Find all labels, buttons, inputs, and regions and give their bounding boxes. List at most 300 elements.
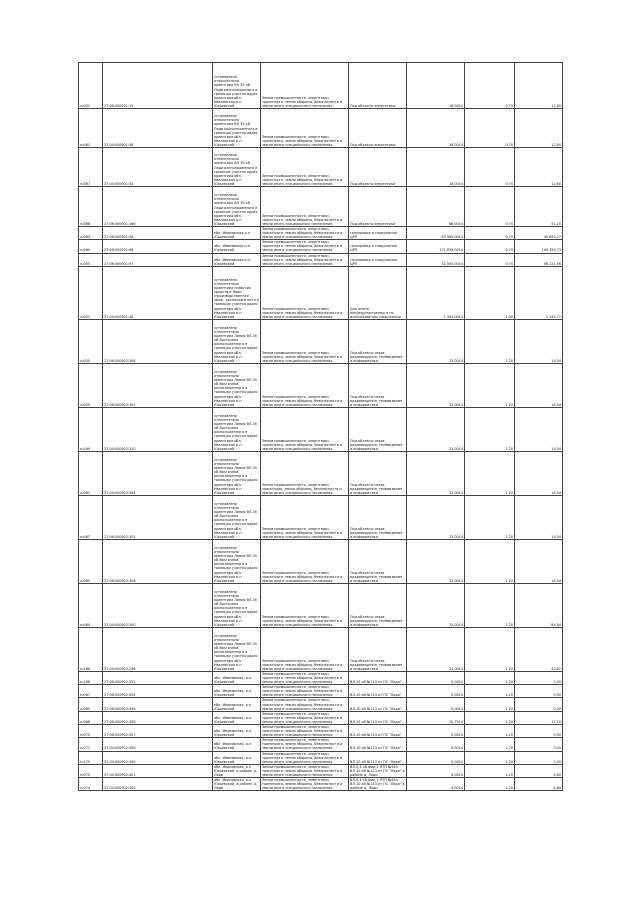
table-row: [79, 711, 563, 724]
tax-rate: 1,20: [505, 759, 513, 764]
permitted-use-cell: [349, 319, 407, 363]
row-id-cell: [79, 751, 103, 764]
address-cell: [213, 738, 261, 751]
row-id: ru055: [80, 261, 91, 266]
area-value: 70,0014: [448, 622, 463, 627]
row-id-cell: [79, 495, 103, 539]
permitted-use: Под объекты связи радиовещания, телевидения и информатики: [350, 570, 403, 583]
area-value: 0,0014: [451, 706, 463, 711]
permitted-use: Под объекты связи, радиовещания, телевидения и информатики: [350, 482, 403, 495]
area-value-cell: [407, 751, 465, 764]
land-category: Земли промышленности, энергетики, транспорта, земли обороны, безопасности и земли иного специального назначения: [262, 570, 343, 583]
land-category-cell: [261, 227, 349, 240]
cadastral-number: 37:04:000902:396: [104, 746, 136, 751]
area-value-cell: [407, 738, 465, 751]
area-value-cell: [407, 266, 465, 319]
land-category: Земли промышленности, энергетики, транспорта, земли обороны, безопасности и земли иного специального назначения: [262, 738, 343, 751]
address: обл. Ивановская, р-н Юрьевский: [214, 755, 252, 764]
tax-rate-cell: [465, 671, 515, 684]
permitted-use-cell: [349, 671, 407, 684]
land-category-cell: [261, 495, 349, 539]
row-id-cell: [79, 539, 103, 583]
tax-rate-cell: [465, 698, 515, 711]
tax-amount: 51,20: [551, 221, 561, 226]
land-category: Земли промышленности, энергетики, транспорта, земли обороны, безопасности и земли иного специального назначения: [262, 778, 343, 791]
tax-rate: 1,20: [505, 622, 513, 627]
area-value-cell: [407, 253, 465, 266]
address-cell: [213, 698, 261, 711]
table-row: [79, 764, 563, 777]
tax-amount-cell: [515, 698, 563, 711]
cadastral-number-cell: [103, 148, 213, 187]
area-value-cell: [407, 148, 465, 187]
address: установлено относительно ориентира Линия ВЛ-35 кВ Восточная расположенного в границах участка адрес ориентира обл. Ивановская р-н Юрьевский: [214, 634, 258, 671]
table-row: [79, 539, 563, 583]
tax-amount: 14,04: [551, 358, 561, 363]
area-value: 31,0014: [448, 666, 463, 671]
address: установлено относительно ориентира Линия ВЛ-35 кВ Восточная расположенного в границах участка адрес ориентира обл. Ивановская р-н Юрьевский: [214, 590, 258, 627]
permitted-use: Под объекты энергетики: [350, 142, 396, 147]
tax-rate: 1,20: [505, 733, 513, 738]
land-category-cell: [261, 539, 349, 583]
cadastral-number-cell: [103, 227, 213, 240]
tax-rate-cell: [465, 109, 515, 148]
table-row: [79, 724, 563, 737]
permitted-use: ВЛ-0,4 кВ фид 1 ЯТП №610 ВЛ-10 кВ №113 от ПС "Ляди" в районе д. Ляди: [350, 764, 405, 777]
cadastral-number-cell: [103, 253, 213, 266]
area-value: 13,0014: [448, 358, 463, 363]
tax-amount-cell: [515, 240, 563, 253]
cadastral-number: 27:06:000902:306: [104, 358, 136, 363]
cadastral-number-cell: [103, 240, 213, 253]
address: обл. Ивановская р-н Юрьевский: [214, 257, 251, 266]
table-row: [79, 240, 563, 253]
cadastral-number-cell: [103, 539, 213, 583]
cadastral-number: 27:06:000902:354: [104, 693, 136, 698]
tax-rate-cell: [465, 627, 515, 671]
permitted-use: Под объекты связи, радиовещания, телевидения и информатики: [350, 526, 403, 539]
table-row: [79, 698, 563, 711]
cadastral-number: 27:06:000902:308: [104, 578, 136, 583]
land-category-cell: [261, 240, 349, 253]
land-category-cell: [261, 685, 349, 698]
row-id-cell: [79, 724, 103, 737]
permitted-use-cell: [349, 738, 407, 751]
tax-rate: 1,20: [505, 446, 513, 451]
permitted-use-cell: [349, 627, 407, 671]
cadastral-number: 37:04:000902:296: [104, 666, 136, 671]
area-value: 11,0014: [448, 578, 463, 583]
cadastral-number: 27:06:000901:97: [104, 261, 134, 266]
cadastral-number-cell: [103, 724, 213, 737]
area-value: 31 005,0014: [441, 261, 463, 266]
tax-amount-cell: [515, 685, 563, 698]
land-category-cell: [261, 319, 349, 363]
address: установлено относительно ориентира Линия ВЛ-35 кВ Восточная расположенного в границах участка адрес ориентира обл. Ивановская р-н Юрьевский: [214, 370, 258, 407]
land-category: Земли промышленности, энергетики, транспорта, земли обороны, безопасности и земли иного специального назначения: [262, 394, 343, 407]
address-cell: [213, 724, 261, 737]
area-value: 18,0014: [448, 142, 463, 147]
row-id: ru175: [80, 759, 91, 764]
permitted-use-cell: [349, 685, 407, 698]
permitted-use-cell: [349, 711, 407, 724]
tax-rate-cell: [465, 738, 515, 751]
tax-rate: 1,20: [505, 534, 513, 539]
area-value: 63 969,0014: [441, 235, 463, 240]
land-category: Земли промышленности, энергетики, транспорта, земли обороны, безопасности и земли иного специального назначения: [262, 95, 343, 108]
area-value: 171 639,0014: [439, 248, 463, 253]
cadastral-number-cell: [103, 764, 213, 777]
area-value: 18,0014: [448, 103, 463, 108]
tax-amount-cell: [515, 187, 563, 227]
address-cell: [213, 627, 261, 671]
tax-amount: 140 354,73: [541, 248, 561, 253]
table-row: [79, 253, 563, 266]
tax-rate-cell: [465, 583, 515, 627]
cadastral-number-cell: [103, 583, 213, 627]
row-id-cell: [79, 671, 103, 684]
address-cell: [213, 253, 261, 266]
tax-rate: 0,70: [505, 221, 513, 226]
tax-amount-cell: [515, 253, 563, 266]
tax-amount: 0,00: [553, 759, 561, 764]
permitted-use: ВЛ-10 кВ №113 от ПС "Ляди": [350, 733, 402, 738]
tax-amount: 12,60: [551, 181, 561, 186]
tax-rate-cell: [465, 451, 515, 495]
land-category: Земли промышленности, энергетики, транспорта, земли обороны, безопасности и земли иного специального назначения: [262, 526, 343, 539]
land-category-cell: [261, 109, 349, 148]
tax-amount: 12,60: [551, 142, 561, 147]
land-category-cell: [261, 711, 349, 724]
permitted-use-cell: [349, 451, 407, 495]
row-id: ru065: [80, 578, 91, 583]
land-category-cell: [261, 266, 349, 319]
address: установлено относительно ориентира ВЛ 35 кВ Ляди расположенного в границах участка адрес ориентира обл. Ивановская р-н Юрьевский: [214, 114, 258, 147]
tax-amount: 4,80: [553, 773, 561, 777]
land-category: Земли промышленности, энергетики, транспорта, земли обороны, безопасности и земли иного специального назначения: [262, 751, 343, 764]
permitted-use: ВЛ-10 кВ №113 от ПС "Ляди": [350, 719, 402, 724]
land-category: Земли промышленности, энергетики, транспорта, земли обороны, безопасности и земли иного специального назначения: [262, 306, 343, 319]
area-value-cell: [407, 671, 465, 684]
row-id-cell: [79, 407, 103, 451]
land-category: Земли промышленности, энергетики, транспорта, земли обороны, безопасности и земли иного специального назначения: [262, 671, 343, 685]
tax-rate: 1,20: [505, 786, 513, 791]
cadastral-number-cell: [103, 698, 213, 711]
area-value-cell: [407, 451, 465, 495]
tax-amount: 4,80: [553, 786, 561, 791]
cadastral-number-cell: [103, 671, 213, 684]
tax-amount: 56 121,56: [543, 261, 561, 266]
row-id-cell: [79, 227, 103, 240]
tax-rate-cell: [465, 685, 515, 698]
permitted-use-cell: [349, 253, 407, 266]
area-value-cell: [407, 778, 465, 791]
permitted-use-cell: [349, 187, 407, 227]
tax-rate: 1,20: [505, 666, 513, 671]
tax-amount: 14,04: [551, 446, 561, 451]
permitted-use-cell: [349, 539, 407, 583]
tax-rate: 0,70: [505, 248, 513, 253]
tax-rate-cell: [465, 711, 515, 724]
area-value-cell: [407, 583, 465, 627]
area-value-cell: [407, 240, 465, 253]
tax-amount: 84,84: [551, 622, 561, 627]
tax-rate: 1,20: [505, 773, 513, 777]
address: обл. Ивановская, р-н Юрьевский: [214, 689, 252, 698]
cadastral-number-cell: [103, 627, 213, 671]
area-value: 0,0014: [451, 693, 463, 698]
tax-amount-cell: [515, 451, 563, 495]
row-id-cell: [79, 253, 103, 266]
permitted-use-cell: [349, 240, 407, 253]
land-category-cell: [261, 778, 349, 791]
tax-rate: 1,20: [505, 719, 513, 724]
row-id: ru067: [80, 181, 91, 186]
row-id-cell: [79, 738, 103, 751]
area-value: 0,0014: [451, 746, 463, 751]
table-row: [79, 319, 563, 363]
tax-rate: 0,70: [505, 235, 513, 240]
area-value-cell: [407, 539, 465, 583]
row-id: ru067: [80, 534, 91, 539]
cadastral-number: 37:04:000901:48: [104, 314, 134, 319]
row-id-cell: [79, 363, 103, 407]
tax-rate: 1,20: [505, 402, 513, 407]
tax-rate-cell: [465, 148, 515, 187]
address: обл. Ивановская, р-н Юрьевский, в районе д. Ляди: [214, 778, 257, 791]
row-id-cell: [79, 698, 103, 711]
tax-rate-cell: [465, 751, 515, 764]
table-row: [79, 627, 563, 671]
tax-amount: 14,04: [551, 578, 561, 583]
land-category-cell: [261, 148, 349, 187]
cadastral-number-cell: [103, 495, 213, 539]
land-category: Земли промышленности, энергетики, транспорта, земли обороны, безопасности и земли иного специального назначения: [262, 685, 343, 698]
tax-rate: 1,20: [505, 706, 513, 711]
row-id-cell: [79, 627, 103, 671]
row-id: ru070: [80, 773, 91, 777]
tax-amount-cell: [515, 407, 563, 451]
land-category-cell: [261, 764, 349, 777]
tax-amount-cell: [515, 109, 563, 148]
row-id: ru070: [80, 733, 91, 738]
tax-rate-cell: [465, 266, 515, 319]
permitted-use-cell: [349, 583, 407, 627]
permitted-use: ВЛ-10 кВ №113 от ПС "Ляди": [350, 680, 402, 685]
tax-amount: 0,00: [553, 680, 561, 685]
permitted-use: Под объекты связи, радиовещания, телевидения и информатики: [350, 614, 403, 627]
cadastral-number: 27:06:000901:166: [104, 221, 136, 226]
area-value: 10,7014: [448, 719, 463, 724]
address: обл. Ивановская, р-н Юрьевский: [214, 715, 252, 724]
cadastral-number-cell: [103, 63, 213, 109]
tax-rate-cell: [465, 187, 515, 227]
cadastral-number: 27:06:000902:357: [104, 733, 136, 738]
permitted-use-cell: [349, 148, 407, 187]
cadastral-number-cell: [103, 738, 213, 751]
tax-amount: 0,00: [553, 746, 561, 751]
tax-rate: 0,70: [505, 103, 513, 108]
permitted-use: Под объекты связи, радиовещания, телевидения и информатики: [350, 658, 403, 671]
address: обл. Ивановская р-н Юрьевский: [214, 244, 251, 253]
land-plots-table: [78, 62, 563, 791]
area-value-cell: [407, 187, 465, 227]
cadastral-number: 37:04:000901:54: [104, 181, 134, 186]
land-category: Земли промышленности, энергетики, транспорта, земли обороны, безопасности и земли иного специального назначения: [262, 724, 343, 738]
row-id: ru059: [80, 402, 91, 407]
permitted-use: Под объекты связи, радиовещания, телевидения и информатики: [350, 350, 403, 363]
row-id-cell: [79, 685, 103, 698]
cadastral-number: 27:06:000902:305: [104, 534, 136, 539]
cadastral-number-cell: [103, 266, 213, 319]
table-row: [79, 738, 563, 751]
land-category: Земли промышленности, энергетики, транспорта, земли обороны, безопасности и земли иного специального назначения: [262, 711, 343, 724]
permitted-use-cell: [349, 724, 407, 737]
table-row: [79, 63, 563, 109]
address: обл. Ивановская р-н Юрьевский: [214, 231, 251, 240]
land-category: Земли промышленности, энергетики, транспорта, земли обороны, безопасности и земли иного специального назначения: [262, 253, 343, 266]
area-value-cell: [407, 711, 465, 724]
tax-amount-cell: [515, 63, 563, 109]
row-id-cell: [79, 187, 103, 227]
cadastral-number-cell: [103, 711, 213, 724]
tax-amount: 40,81: [551, 666, 561, 671]
cadastral-number-cell: [103, 778, 213, 791]
tax-amount: 0,00: [553, 733, 561, 738]
cadastral-number-cell: [103, 109, 213, 148]
tax-rate-cell: [465, 227, 515, 240]
row-id: ru066: [80, 221, 91, 226]
land-category: Земли промышленности, энергетики, транспорта, земли обороны, безопасности и земли иного специального назначения: [262, 134, 343, 147]
permitted-use: газопровод и сооружения ЦРП: [350, 231, 397, 240]
permitted-use-cell: [349, 227, 407, 240]
area-value: 4,0014: [451, 786, 463, 791]
cadastral-number-cell: [103, 685, 213, 698]
tax-amount: 14,04: [551, 490, 561, 495]
land-category: Земли промышленности, энергетики, транспорта, земли обороны, безопасности и земли иного специального назначения: [262, 173, 343, 186]
permitted-use-cell: [349, 751, 407, 764]
tax-amount-cell: [515, 738, 563, 751]
table-row: [79, 671, 563, 684]
tax-rate: 0,70: [505, 261, 513, 266]
area-value-cell: [407, 319, 465, 363]
land-plots-sheet: [78, 62, 562, 791]
address-cell: [213, 711, 261, 724]
table-row: [79, 266, 563, 319]
table-row: [79, 109, 563, 148]
row-id-cell: [79, 109, 103, 148]
address-cell: [213, 266, 261, 319]
tax-rate: 0,70: [505, 181, 513, 186]
tax-rate: 1,20: [505, 693, 513, 698]
row-id: ru064: [80, 235, 91, 240]
tax-rate: 1,20: [505, 358, 513, 363]
row-id: ru061: [80, 142, 91, 147]
tax-amount-cell: [515, 266, 563, 319]
row-id: ru055: [80, 358, 91, 363]
tax-amount-cell: [515, 319, 563, 363]
row-id-cell: [79, 266, 103, 319]
tax-rate-cell: [465, 778, 515, 791]
tax-rate-cell: [465, 724, 515, 737]
tax-amount: 14,04: [551, 402, 561, 407]
permitted-use: Под объекты энергетики: [350, 221, 396, 226]
table-row: [79, 187, 563, 227]
land-category-cell: [261, 583, 349, 627]
cadastral-number-cell: [103, 451, 213, 495]
tax-rate: 1,20: [505, 490, 513, 495]
table-row: [79, 451, 563, 495]
tax-rate-cell: [465, 63, 515, 109]
permitted-use: ВЛ-10 кВ №113 от ПС "Ляди": [350, 693, 402, 698]
row-id: ru068: [80, 719, 91, 724]
area-value-cell: [407, 698, 465, 711]
tax-amount-cell: [515, 627, 563, 671]
cadastral-number: 27:06:000902:352: [104, 680, 136, 685]
row-id-cell: [79, 63, 103, 109]
land-category-cell: [261, 738, 349, 751]
tax-rate: 1,20: [505, 578, 513, 583]
tax-rate: 1,20: [505, 746, 513, 751]
table-row: [79, 148, 563, 187]
land-category-cell: [261, 253, 349, 266]
row-id: ru599: [80, 446, 91, 451]
tax-amount-cell: [515, 148, 563, 187]
permitted-use-cell: [349, 495, 407, 539]
tax-rate-cell: [465, 495, 515, 539]
address-cell: [213, 671, 261, 684]
tax-rate: 0,70: [505, 142, 513, 147]
address-cell: [213, 227, 261, 240]
address: обл. Ивановская, р-н Юрьевский, в районе д. Ляди: [214, 764, 257, 777]
permitted-use: Под объекты связи радиовещания, телевидения и информатики: [350, 394, 403, 407]
address: установлено относительно ориентира Линия ВЛ-35 кВ Восточная расположенного в границах участка адрес ориентира обл. Ивановская р-н Юрьевский: [214, 502, 258, 539]
permitted-use-cell: [349, 266, 407, 319]
address-cell: [213, 148, 261, 187]
tax-amount-cell: [515, 363, 563, 407]
address: установлено относительно ориентира Линия ВЛ-35 кВ Восточная расположенного в границах участка адрес ориентира обл. Ивановская р-н Юрьевский: [214, 326, 258, 363]
row-id-cell: [79, 583, 103, 627]
land-category-cell: [261, 751, 349, 764]
tax-rate-cell: [465, 407, 515, 451]
tax-rate-cell: [465, 539, 515, 583]
address-cell: [213, 319, 261, 363]
tax-amount-cell: [515, 711, 563, 724]
row-id-cell: [79, 148, 103, 187]
tax-amount-cell: [515, 764, 563, 777]
area-value-cell: [407, 109, 465, 148]
permitted-use-cell: [349, 109, 407, 148]
address-cell: [213, 363, 261, 407]
row-id: ru064: [80, 622, 91, 627]
permitted-use: газопровод и сооружения ЦРП: [350, 257, 397, 266]
land-category: Земли промышленности, энергетики, транспорта, земли обороны, безопасности и земли иного специального назначения: [262, 764, 343, 777]
address-cell: [213, 764, 261, 777]
land-category: Земли промышленности, энергетики, транспорта, земли обороны, безопасности и земли иного специального назначения: [262, 658, 343, 671]
table-row: [79, 685, 563, 698]
cadastral-number-cell: [103, 187, 213, 227]
cadastral-number: 27:06:000901:58: [104, 235, 134, 240]
cadastral-number-cell: [103, 363, 213, 407]
table-row: [79, 583, 563, 627]
tax-rate-cell: [465, 240, 515, 253]
land-category: Земли промышленности, энергетики, транспорта, земли обороны, безопасности и земли иного специального назначения: [262, 614, 343, 627]
tax-amount: 1 145,71: [545, 314, 561, 319]
tax-amount: 12,60: [551, 103, 561, 108]
table-row: [79, 495, 563, 539]
area-value: 31,0014: [448, 446, 463, 451]
row-id: ru067: [80, 693, 91, 698]
